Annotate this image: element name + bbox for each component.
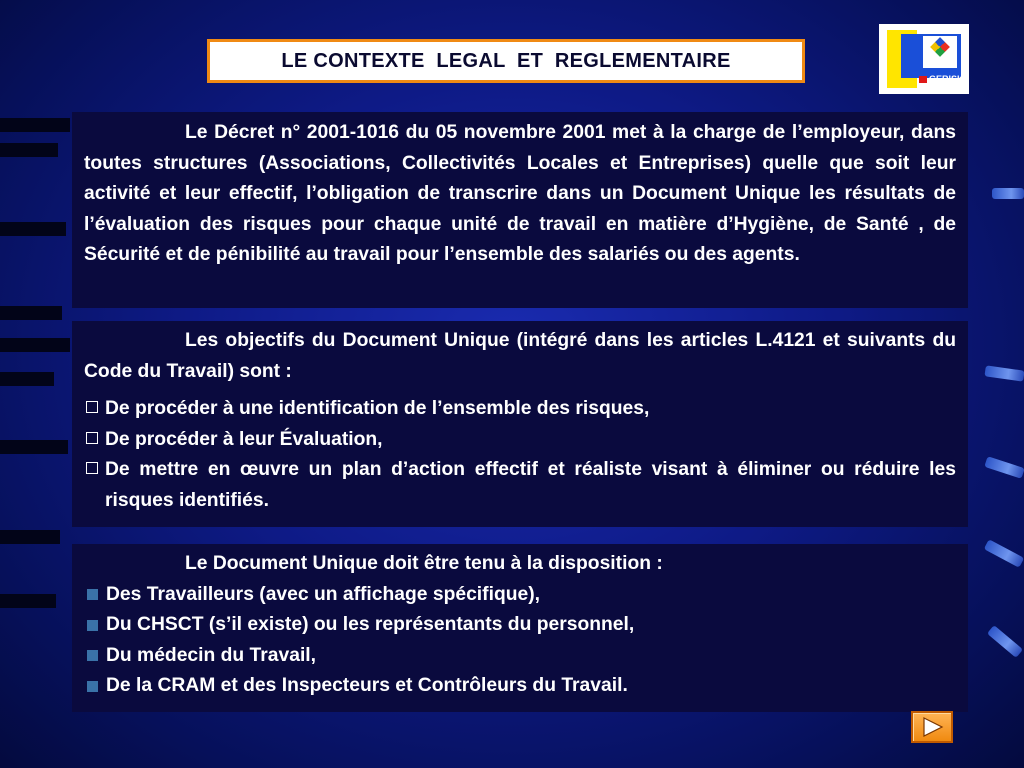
decor-stripe-right bbox=[984, 365, 1024, 381]
objectives-intro: Les objectifs du Document Unique (intégré dans les articles L.4121 et suivants du Code du Travail) sont : bbox=[84, 330, 956, 382]
decree-text: Le Décret n° 2001-1016 du 05 novembre 2001 met à la charge de l’employeur, dans toutes structures (Associations, Collectivités Locales et Entreprises) quelle que soit leur activité et leur effectif, l’obligation de transcrire dans un Document Unique les résultats de l’évaluation des risques pour chaque unité de travail en matière d’Hygiène, de Santé , de Sécurité et de pénibilité au travail pour l’ensemble des salariés ou des agents. bbox=[84, 122, 956, 265]
decor-stripe-left bbox=[0, 338, 70, 352]
objectives-panel bbox=[72, 321, 968, 527]
decree-panel bbox=[72, 112, 968, 308]
decor-stripe-right bbox=[984, 456, 1024, 479]
objective-text: De procéder à une identification de l’ensemble des risques, bbox=[105, 398, 650, 419]
square-bullet-icon bbox=[87, 620, 98, 631]
list-item bbox=[84, 671, 956, 702]
decor-stripe-right bbox=[987, 625, 1023, 658]
decor-stripe-left bbox=[0, 440, 68, 454]
availability-panel bbox=[72, 544, 968, 712]
decor-stripe-left bbox=[0, 306, 62, 320]
checkbox-bullet-icon bbox=[86, 462, 98, 474]
logo-red-square bbox=[919, 76, 927, 83]
decor-stripe-left bbox=[0, 372, 54, 386]
square-bullet-icon bbox=[87, 589, 98, 600]
decor-stripe-left bbox=[0, 222, 66, 236]
checkbox-bullet-icon bbox=[86, 432, 98, 444]
decor-stripe-right bbox=[984, 539, 1024, 567]
recipient-text: Du médecin du Travail, bbox=[106, 644, 317, 666]
recipient-text: Du CHSCT (s’il existe) ou les représentants du personnel, bbox=[106, 614, 635, 635]
decor-stripe-left bbox=[0, 594, 56, 608]
gerisk-logo-icon bbox=[879, 24, 969, 94]
objective-text: De procéder à leur Évaluation, bbox=[105, 428, 383, 450]
decor-stripe-right bbox=[992, 188, 1024, 199]
list-item bbox=[84, 610, 956, 641]
page-title: LE CONTEXTE LEGAL ET REGLEMENTAIRE bbox=[281, 49, 731, 72]
logo-label: GERISK bbox=[929, 74, 964, 84]
square-bullet-icon bbox=[87, 650, 98, 661]
decor-stripe-left bbox=[0, 530, 60, 544]
decor-stripe-left bbox=[0, 118, 70, 132]
list-item bbox=[84, 394, 956, 425]
list-item bbox=[84, 641, 956, 672]
availability-intro: Le Document Unique doit être tenu à la disposition : bbox=[185, 553, 663, 574]
checkbox-bullet-icon bbox=[86, 401, 98, 413]
list-item bbox=[84, 580, 956, 611]
square-bullet-icon bbox=[87, 681, 98, 692]
decor-stripe-left bbox=[0, 143, 58, 157]
recipient-text: Des Travailleurs (avec un affichage spécifique), bbox=[106, 583, 540, 605]
list-item bbox=[84, 425, 956, 456]
recipient-text: De la CRAM et des Inspecteurs et Contrôleurs du Travail. bbox=[106, 675, 628, 696]
objective-text: De mettre en œuvre un plan d’action effectif et réaliste visant à éliminer ou réduire les risques identifiés. bbox=[105, 459, 956, 511]
next-slide-button[interactable] bbox=[911, 711, 953, 743]
title-box bbox=[207, 39, 805, 83]
play-arrow-icon bbox=[922, 717, 944, 737]
list-item bbox=[84, 455, 956, 516]
